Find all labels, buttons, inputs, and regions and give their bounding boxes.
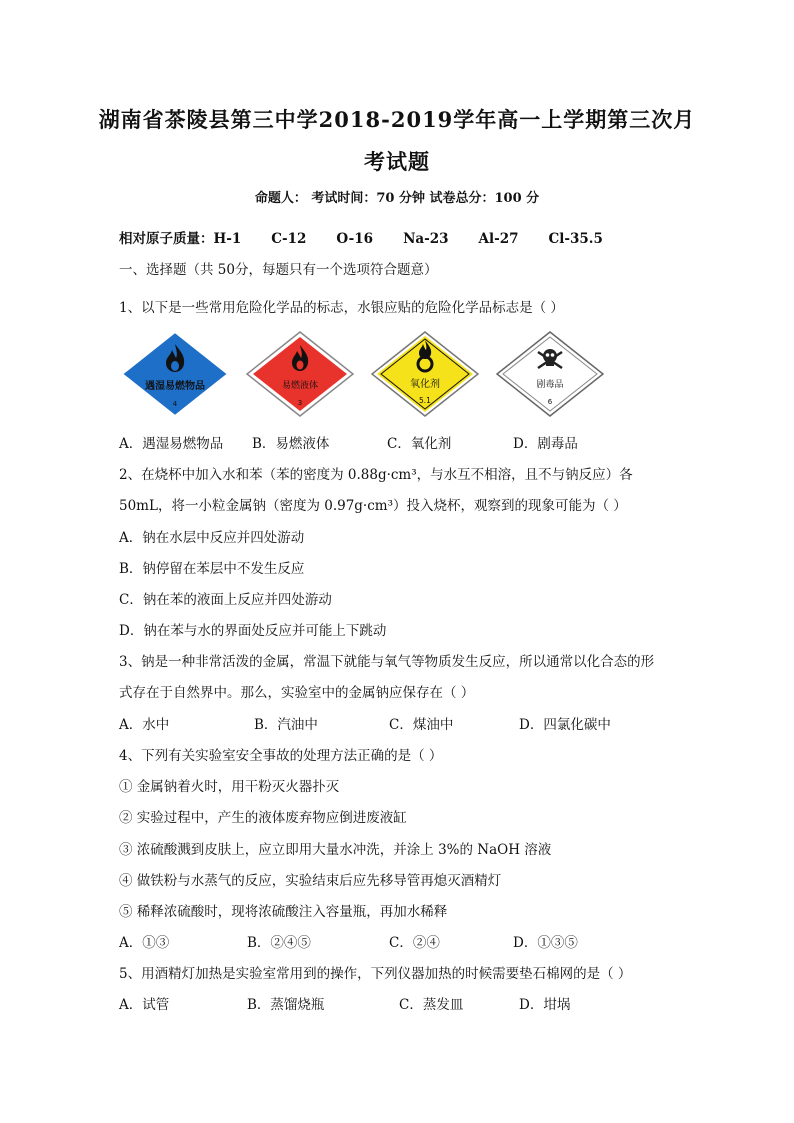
exam-meta: 命题人： 考试时间：70 分钟 试卷总分：100 分 [254, 191, 540, 206]
option-c[interactable]: C．氧化剂 [387, 436, 452, 452]
option-d[interactable]: D．钠在苯与水的界面处反应并可能上下跳动 [119, 623, 387, 639]
q2-line-1: 2、在烧杯中加入水和苯（苯的密度为 0.88g·cm³，与水互不相溶，且不与钠反应）各 [119, 467, 633, 483]
q4-item-2: ② 实验过程中，产生的液体废弃物应倒进废液缸 [119, 810, 407, 826]
q4-item-3: ③ 浓硫酸溅到皮肤上，应立即用大量水冲洗，并涂上 3%的 NaOH 溶液 [119, 842, 552, 858]
section-heading: 一、选择题（共 50分，每题只有一个选项符合题意） [119, 262, 438, 278]
hazard-sign-dangerous-when-wet [120, 330, 230, 418]
q2-line-2: 50mL，将一小粒金属钠（密度为 0.97g·cm³）投入烧杯，观察到的现象可能为（ ） [119, 498, 627, 514]
option-d[interactable]: D．剧毒品 [513, 436, 578, 452]
option-c[interactable]: C．煤油中 [389, 717, 454, 733]
sign-label: 氧化剂 [410, 379, 440, 390]
atom-cl: Cl-35.5 [548, 231, 603, 247]
option-b[interactable]: B．钠停留在苯层中不发生反应 [119, 561, 305, 577]
option-c[interactable]: C．钠在苯的液面上反应并四处游动 [119, 592, 332, 608]
option-a[interactable]: A．遇湿易燃物品 [119, 436, 224, 452]
hazard-sign-toxic [495, 330, 605, 418]
option-c[interactable]: C．蒸发皿 [399, 997, 464, 1013]
atom-na: Na-23 [403, 231, 449, 247]
sign-number: 4 [172, 400, 178, 408]
option-d[interactable]: D．坩埚 [519, 997, 571, 1013]
sign-label: 易燃液体 [281, 381, 319, 391]
atom-c: C-12 [271, 231, 307, 247]
option-b[interactable]: B．易燃液体 [252, 436, 330, 452]
option-b[interactable]: B．②④⑤ [247, 935, 311, 951]
q4-item-4: ④ 做铁粉与水蒸气的反应，实验结束后应先移导管再熄灭酒精灯 [119, 873, 502, 889]
option-a[interactable]: A．①③ [119, 935, 170, 951]
option-a[interactable]: A．水中 [119, 717, 170, 733]
q3-line-2: 式存在于自然界中。那么，实验室中的金属钠应保存在（ ） [119, 685, 475, 701]
option-a[interactable]: A．钠在水层中反应并四处游动 [119, 530, 305, 546]
sign-number: 3 [297, 399, 303, 407]
atom-h: H-1 [213, 231, 242, 247]
q4-item-1: ① 金属钠着火时，用干粉灭火器扑灭 [119, 779, 340, 795]
option-c[interactable]: C．②④ [389, 935, 440, 951]
q3-line-1: 3、钠是一种非常活泼的金属，常温下就能与氧气等物质发生反应，所以通常以化合态的形 [119, 654, 655, 670]
hazard-sign-oxidizer [370, 330, 480, 418]
q4-stem: 4、下列有关实验室安全事故的处理方法正确的是（ ） [119, 748, 443, 764]
option-b[interactable]: B．蒸馏烧瓶 [247, 997, 325, 1013]
q5-stem: 5、用酒精灯加热是实验室常用到的操作，下列仪器加热的时候需要垫石棉网的是（ ） [119, 966, 632, 982]
atom-o: O-16 [336, 231, 374, 247]
atomic-masses [119, 227, 633, 247]
sign-label: 遇湿易燃物品 [145, 381, 205, 392]
option-d[interactable]: D．四氯化碳中 [519, 717, 611, 733]
option-a[interactable]: A．试管 [119, 997, 170, 1013]
title-line-1: 湖南省茶陵县第三中学2018-2019学年高一上学期第三次月 [98, 107, 696, 132]
option-b[interactable]: B．汽油中 [254, 717, 318, 733]
q1-stem: 1、以下是一些常用危险化学品的标志，水银应贴的危险化学品标志是（ ） [119, 300, 564, 316]
atomic-masses-label: 相对原子质量： [119, 231, 214, 247]
sign-number: 5.1 [419, 396, 431, 405]
title-line-2: 考试题 [364, 149, 430, 174]
q4-item-5: ⑤ 稀释浓硫酸时，现将浓硫酸注入容量瓶，再加水稀释 [119, 904, 448, 920]
atom-al: Al-27 [478, 231, 519, 247]
option-d[interactable]: D．①③⑤ [513, 935, 578, 951]
sign-number: 6 [547, 398, 553, 406]
sign-label: 剧毒品 [536, 380, 564, 390]
hazard-sign-flammable-liquid [245, 330, 355, 418]
